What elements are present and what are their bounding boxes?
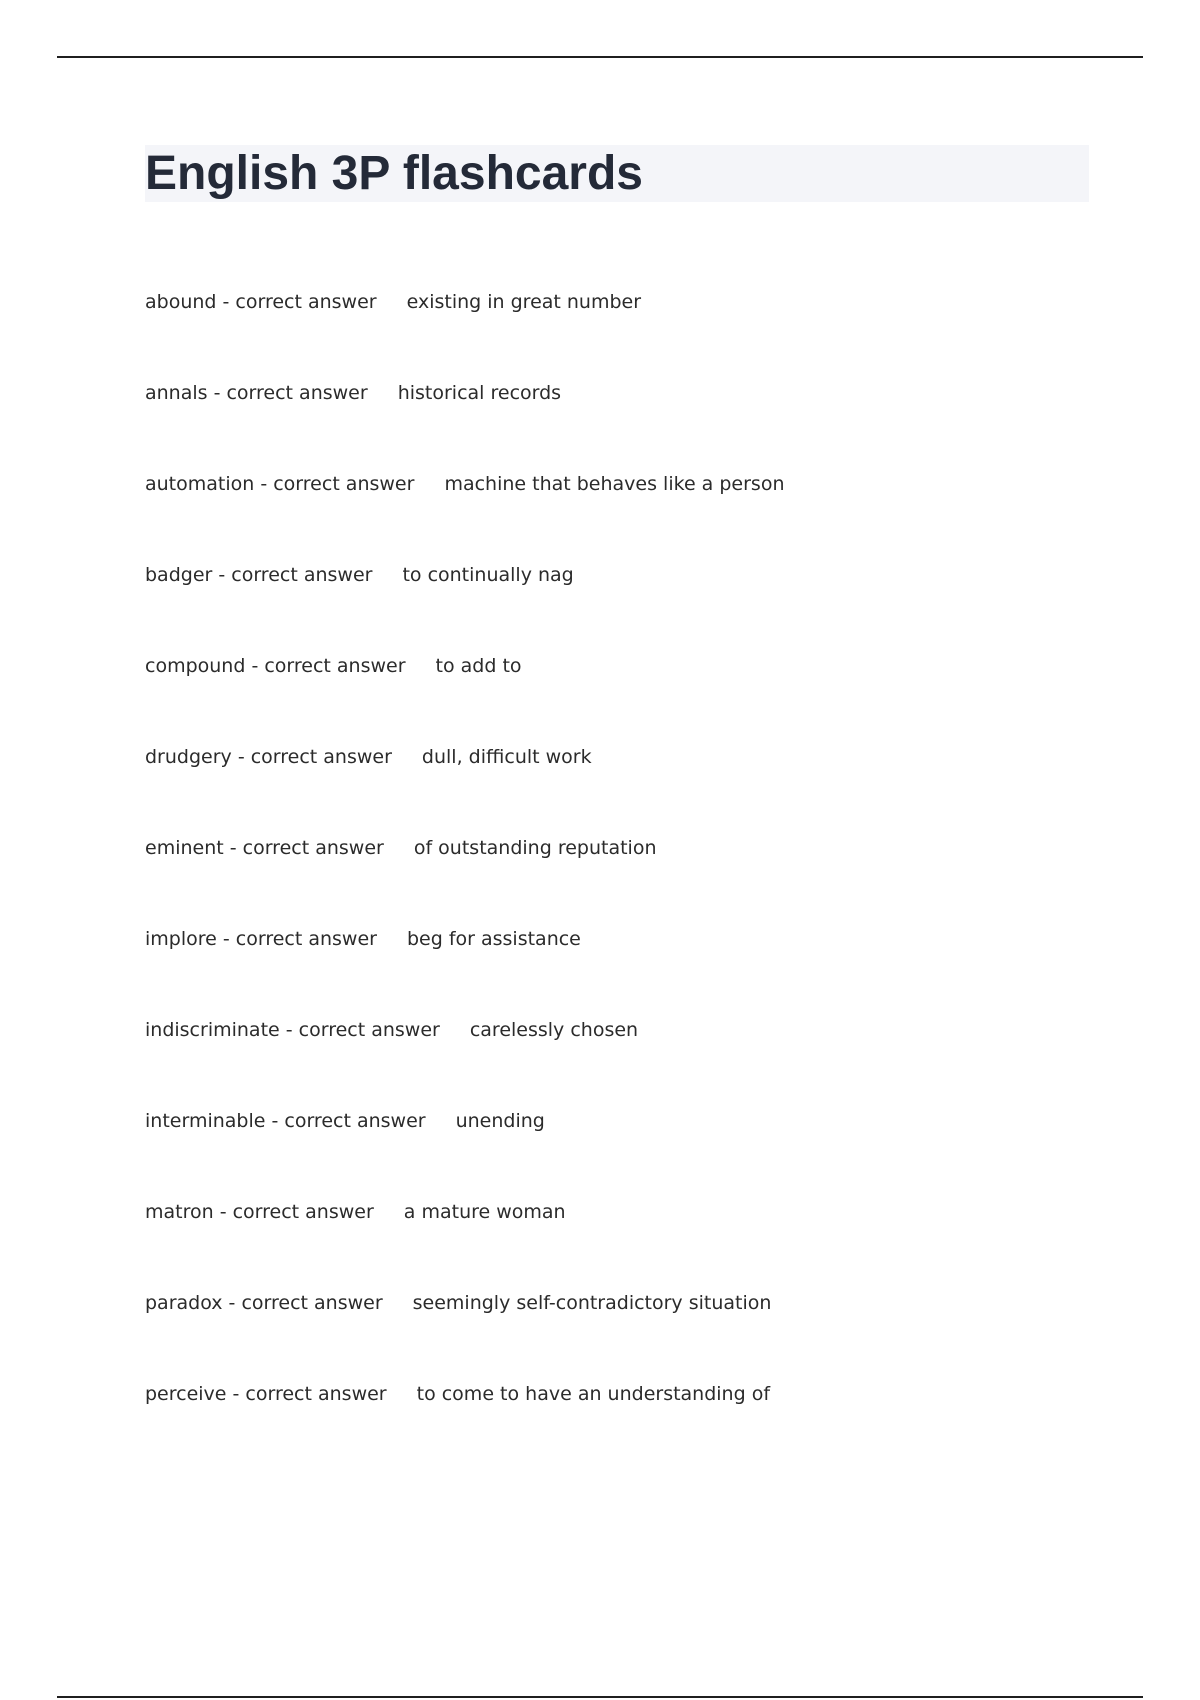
flashcard-row (145, 1018, 1145, 1109)
bottom-rule (57, 1696, 1143, 1698)
flashcard-definition: to come to have an understanding of (416, 1383, 771, 1405)
flashcard-definition: unending (455, 1110, 545, 1132)
top-rule (57, 56, 1143, 58)
flashcard-row (145, 1200, 1145, 1291)
flashcard-term: implore - correct answer (145, 928, 377, 950)
flashcard-row (145, 1291, 1145, 1382)
flashcard-definition: machine that behaves like a person (444, 473, 785, 495)
document-title: English 3P flashcards (145, 147, 643, 200)
flashcard-row (145, 654, 1145, 745)
flashcard-row (145, 927, 1145, 1018)
flashcard-term: badger - correct answer (145, 564, 373, 586)
flashcard-row (145, 1382, 1145, 1473)
flashcard-row (145, 381, 1145, 472)
flashcard-definition: to continually nag (402, 564, 574, 586)
flashcard-term: drudgery - correct answer (145, 746, 392, 768)
flashcard-definition: historical records (397, 382, 562, 404)
flashcard-definition: carelessly chosen (469, 1019, 639, 1041)
flashcard-row (145, 472, 1145, 563)
flashcard-term: perceive - correct answer (145, 1383, 387, 1405)
flashcard-term: automation - correct answer (145, 473, 415, 495)
flashcard-definition: seemingly self-contradictory situation (412, 1292, 772, 1314)
flashcard-term: paradox - correct answer (145, 1292, 383, 1314)
flashcard-definition: dull, difficult work (421, 746, 592, 768)
flashcard-list (145, 290, 1145, 1473)
flashcard-term: interminable - correct answer (145, 1110, 426, 1132)
flashcard-term: matron - correct answer (145, 1201, 374, 1223)
flashcard-definition: existing in great number (406, 291, 642, 313)
flashcard-definition: to add to (435, 655, 522, 677)
flashcard-term: eminent - correct answer (145, 837, 384, 859)
flashcard-term: compound - correct answer (145, 655, 406, 677)
flashcard-row (145, 1109, 1145, 1200)
flashcard-row (145, 290, 1145, 381)
flashcard-row (145, 563, 1145, 654)
flashcard-row (145, 836, 1145, 927)
flashcard-term: annals - correct answer (145, 382, 368, 404)
flashcard-row (145, 745, 1145, 836)
flashcard-definition: of outstanding reputation (413, 837, 657, 859)
flashcard-term: indiscriminate - correct answer (145, 1019, 440, 1041)
flashcard-term: abound - correct answer (145, 291, 377, 313)
flashcard-definition: beg for assistance (406, 928, 581, 950)
flashcard-definition: a mature woman (403, 1201, 566, 1223)
